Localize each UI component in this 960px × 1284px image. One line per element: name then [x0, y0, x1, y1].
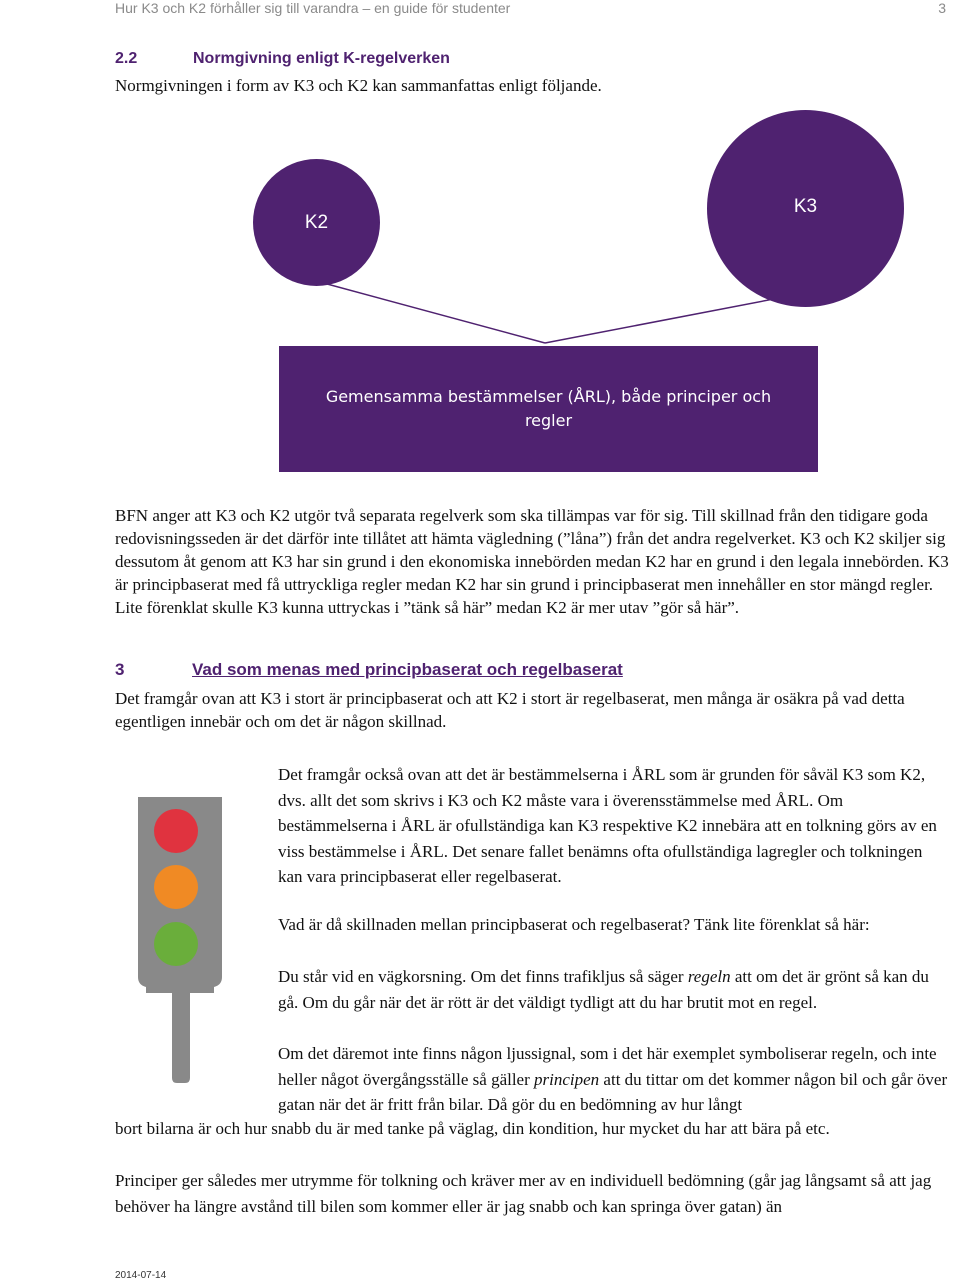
- common-provisions-label: Gemensamma bestämmelser (ÅRL), både principer och regler: [325, 387, 772, 430]
- paragraph-no-signal: [278, 1041, 960, 1118]
- text: Om det däremot inte finns någon ljussignal, som i det här exemplet symboliserar regeln, och inte heller något övergångsställe så gäller: [278, 1044, 937, 1089]
- section-title: Vad som menas med principbaserat och regelbaserat: [192, 660, 623, 679]
- red-light: [154, 809, 198, 853]
- traffic-light-icon: [130, 793, 230, 1083]
- paragraph-arl: Det framgår också ovan att det är bestämmelserna i ÅRL som är grunden för såväl K3 som K2, dvs. allt det som skrivs i K3 och K2 måste vara i överensstämmelse med ÅRL. Om bestämmelserna i ÅRL är ofullständiga kan K3 respektive K2 innebära att en tolkning görs av en viss bestämmelse i ÅRL. Det senare fallet benämns ofta ofullständiga lagregler och tolkningen kan vara principbaserat eller regelbaserat.: [278, 765, 937, 886]
- emphasis-principle: principen: [534, 1069, 600, 1089]
- orange-light: [154, 865, 198, 909]
- paragraph-question: Vad är då skillnaden mellan principbaserat och regelbaserat? Tänk lite förenklat så här:: [278, 915, 870, 934]
- k2-circle: [253, 159, 380, 286]
- document-title: Hur K3 och K2 förhåller sig till varandra – en guide för studenter: [115, 0, 511, 16]
- text: att om det är grönt så kan du gå. Om du går när det är rött är det väldigt tydligt att du har brutit mot en regel.: [278, 967, 929, 1012]
- paragraph-no-signal-continued: bort bilarna är och hur snabb du är med tanke på väglag, din kondition, hur mycket du har att bära på etc.: [115, 1119, 830, 1138]
- common-provisions-box: [279, 346, 818, 472]
- paragraph-bfn: BFN anger att K3 och K2 utgör två separata regelverk som ska tillämpas var för sig. Till skillnad från den tidigare goda redovisningsseden är det därför inte tillåtet att hämta vägledning (”låna”) från det andra regelverket. K3 och K2 skiljer sig dessutom åt genom att K3 har sin grund i den ekonomiska innebörden medan K2 har en grund i den legala innebörden. K3 är principbaserat med få uttryckliga regler medan K2 har sin grund i principbaserat men innehåller en stor mängd regler. Lite förenklat skulle K3 kunna uttryckas i ”tänk så här” medan K2 är mer utav ”gör så här”.: [115, 506, 949, 617]
- text: Du står vid en vägkorsning. Om det finns trafikljus så säger: [278, 967, 688, 986]
- green-light: [154, 922, 198, 966]
- paragraph-principles: Principer ger således mer utrymme för tolkning och kräver mer av en individuell bedömning (går jag långsamt så att jag behöver ha längre avstånd till bilen som kommer eller är jag snabb och kan springa över gatan) än: [115, 1171, 932, 1216]
- k3-circle: [707, 110, 904, 307]
- page-number: 3: [938, 0, 946, 16]
- section-heading-3: [115, 660, 623, 680]
- section-title: Normgivning enligt K-regelverken: [193, 50, 450, 67]
- k3-label: K3: [793, 196, 818, 217]
- section-number: 3: [115, 660, 125, 679]
- footer-date: 2014-07-14: [115, 1270, 167, 1281]
- emphasis-rule: regeln: [687, 967, 731, 986]
- paragraph-crossing: [278, 964, 953, 1015]
- k2-label: K2: [304, 211, 329, 233]
- section-3-intro: Det framgår ovan att K3 i stort är principbaserat och att K2 i stort är regelbaserat, men många är osäkra på vad detta egentligen innebär och om det är någon skillnad.: [115, 689, 905, 731]
- text: att du tittar om det kommer någon bil och går över gatan när det är fritt från bilar. Då gör du en bedömning av hur långt: [278, 1069, 948, 1114]
- section-intro: Normgivningen i form av K3 och K2 kan sammanfattas enligt följande.: [115, 76, 602, 95]
- section-number: 2.2: [115, 50, 138, 67]
